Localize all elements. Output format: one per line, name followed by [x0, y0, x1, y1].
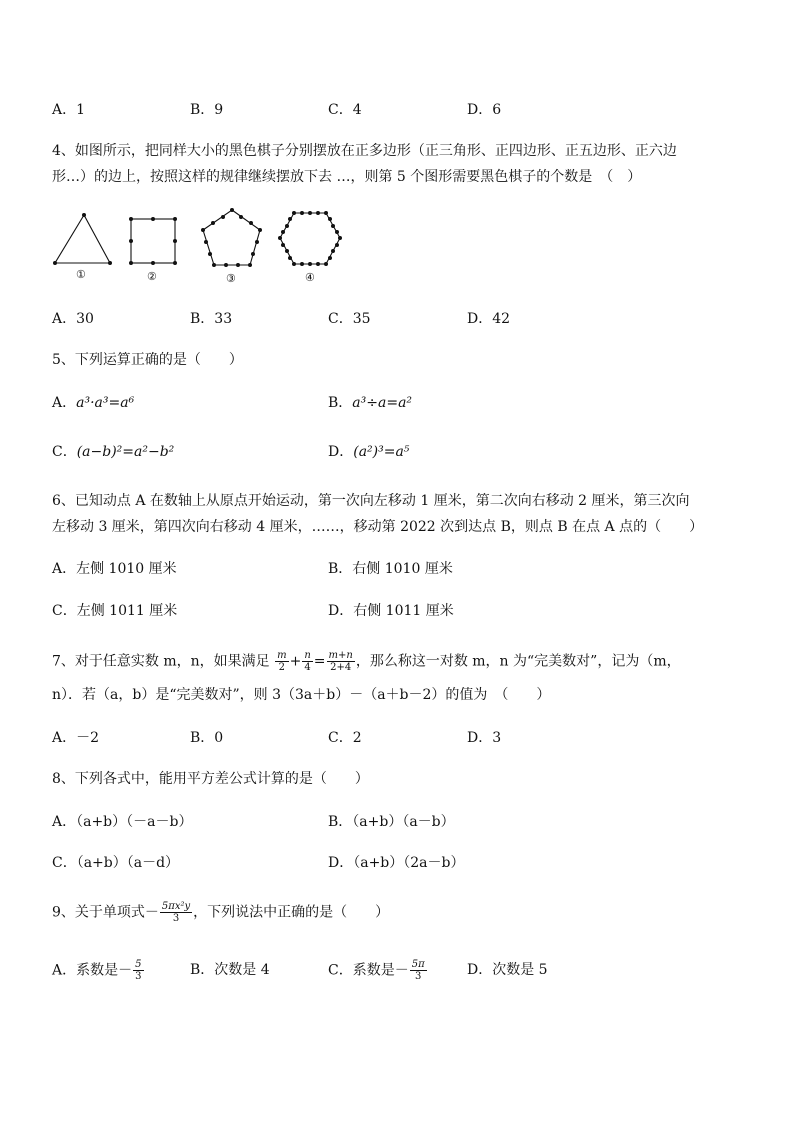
q4-stem-line1: 4、如图所示，把同样大小的黑色棋子分别摆放在正多边形（正三角形、正四边形、正五边形、正六边 — [52, 143, 677, 159]
q3-options — [0, 99, 794, 121]
q9-options — [0, 959, 794, 981]
q9-option-b: B．次数是 4 — [190, 962, 270, 978]
q5-option-a-label: A． — [52, 395, 77, 411]
q6-options-row1 — [0, 558, 794, 580]
q8-options-row1 — [0, 811, 794, 833]
q7-option-b: B．0 — [190, 730, 224, 746]
q6-option-d: D．右侧 1011 厘米 — [328, 603, 454, 619]
q7-frac1-num: m — [277, 650, 287, 661]
q9-option-a-text: A．系数是－ — [52, 962, 133, 979]
q8-option-b: B．（a+b）（a－b） — [328, 814, 455, 830]
q5-option-c-label: C． — [52, 444, 77, 460]
q7-fraction-n-over-4 — [302, 650, 312, 673]
q9-option-c-text: C．系数是－ — [328, 962, 409, 979]
q4-option-c: C．35 — [328, 311, 371, 327]
q7-fraction-m-over-2 — [275, 650, 288, 673]
q5-option-c — [52, 441, 174, 463]
q7-frac3-den: 2+4 — [330, 662, 352, 673]
figure-label-3: ③ — [226, 272, 236, 285]
q9-stem — [52, 901, 389, 924]
hexagon-figure — [278, 211, 342, 266]
q5-option-b-expr: a³÷a=a² — [352, 395, 413, 411]
q8-option-c: C．（a+b）（a－d） — [52, 855, 180, 871]
q9-option-a-fraction — [133, 959, 143, 982]
q5-option-d-label: D． — [328, 444, 354, 460]
q3-option-c: C．4 — [328, 102, 362, 118]
q7-frac2-den: 4 — [304, 662, 311, 673]
q7-stem-part1: 7、对于任意实数 m，n，如果满足 — [52, 653, 270, 670]
q5-option-b — [328, 392, 412, 414]
q7-frac3-num: m+n — [328, 650, 353, 661]
q6-options-row2 — [0, 600, 794, 622]
q9-frac-den: 3 — [172, 913, 180, 924]
q8-options-row2 — [0, 852, 794, 874]
q9-a-frac-num: 5 — [135, 959, 142, 970]
triangle-figure — [53, 213, 112, 265]
q7-stem-line1 — [52, 650, 681, 673]
q5-options-row2 — [0, 441, 794, 463]
q7-options — [0, 727, 794, 749]
q8-stem: 8、下列各式中，能用平方差公式计算的是（ ） — [52, 771, 369, 787]
square-figure — [129, 217, 177, 265]
q7-plus-sign: + — [289, 653, 302, 670]
q7-option-d: D．3 — [467, 730, 502, 746]
q7-option-a: A．－2 — [52, 730, 100, 746]
q8-option-d: D．（a+b）（2a－b） — [328, 855, 465, 871]
q7-equals-sign: = — [313, 653, 326, 670]
q3-option-a: A．1 — [52, 102, 86, 118]
q6-option-b: B．右侧 1010 厘米 — [328, 561, 453, 577]
q8-option-a: A．（a+b）（－a－b） — [52, 814, 193, 830]
pentagon-figure — [201, 208, 262, 267]
q9-a-frac-den: 3 — [135, 971, 142, 982]
q9-option-d: D．次数是 5 — [467, 962, 548, 978]
q3-option-b: B．9 — [190, 102, 224, 118]
q6-option-a: A．左侧 1010 厘米 — [52, 561, 177, 577]
q9-stem-part1: 9、关于单项式－ — [52, 904, 159, 921]
q9-option-c — [328, 959, 428, 982]
q9-monomial-fraction — [160, 901, 192, 924]
figure-label-1: ① — [76, 268, 86, 281]
q5-option-a-expr: a³·a³=a⁶ — [76, 395, 135, 411]
q9-c-frac-num: 5π — [411, 959, 425, 970]
q6-option-c: C．左侧 1011 厘米 — [52, 603, 178, 619]
q9-c-frac-den: 3 — [415, 971, 422, 982]
q5-option-b-label: B． — [328, 395, 353, 411]
q4-options — [0, 308, 794, 330]
q5-option-a — [52, 392, 134, 414]
q5-option-d — [328, 441, 409, 463]
q6-stem-line1: 6、已知动点 A 在数轴上从原点开始运动，第一次向左移动 1 厘米，第二次向右移动 2 厘米，第三次向 — [52, 493, 690, 509]
q7-option-c: C．2 — [328, 730, 362, 746]
figure-label-4: ④ — [305, 271, 315, 284]
q4-option-d: D．42 — [467, 311, 511, 327]
q4-stem-line2: 形…）的边上，按照这样的规律继续摆放下去 …，则第 5 个图形需要黑色棋子的个数是 （ ） — [52, 169, 642, 185]
q7-frac1-den: 2 — [278, 662, 286, 673]
q5-option-d-expr: (a²)³=a⁵ — [353, 444, 410, 460]
q5-option-c-expr: (a−b)²=a²−b² — [76, 444, 175, 460]
q9-option-a — [52, 959, 145, 982]
q9-stem-part2: ，下列说法中正确的是（ ） — [193, 904, 390, 921]
q3-option-d: D．6 — [467, 102, 502, 118]
q7-stem-part2: ，那么称这一对数 m，n 为“完美数对”，记为（m， — [355, 653, 681, 670]
q9-frac-num: 5πx²y — [161, 901, 191, 912]
q4-option-a: A．30 — [52, 311, 94, 327]
q7-frac2-num: n — [304, 650, 311, 661]
q6-stem-line2: 左移动 3 厘米，第四次向右移动 4 厘米，……，移动第 2022 次到达点 B，则点 B 在点 A 点的（ ） — [52, 519, 704, 535]
q5-stem: 5、下列运算正确的是（ ） — [52, 352, 243, 368]
q4-option-b: B．33 — [190, 311, 233, 327]
q7-fraction-sum — [327, 650, 355, 673]
figure-label-2: ② — [147, 270, 157, 283]
q9-option-c-fraction — [410, 959, 427, 982]
q5-options-row1 — [0, 392, 794, 414]
q7-stem-line2: n）．若（a，b）是“完美数对”，则 3（3a＋b）－（a＋b－2）的值为 （ ） — [52, 687, 551, 703]
